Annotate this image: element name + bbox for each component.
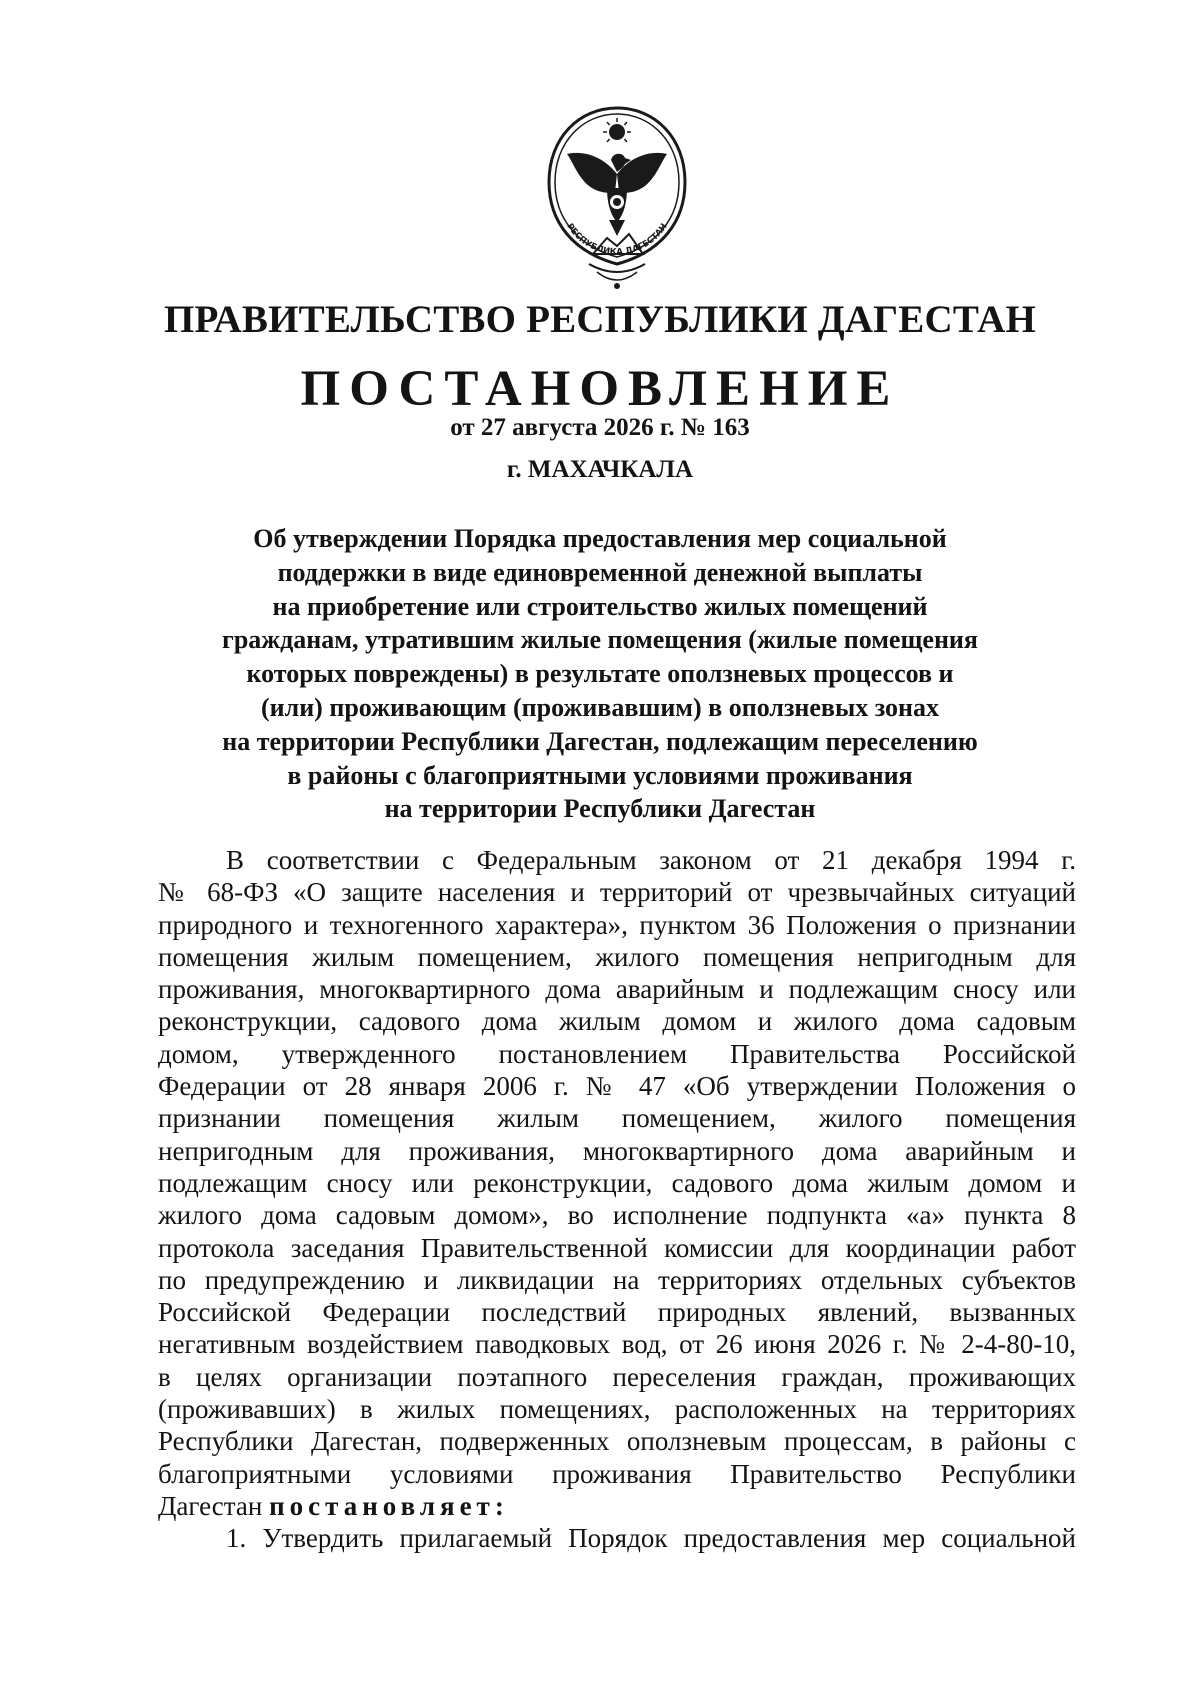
subject-line: которых повреждены) в результате оползневых процессов и [246, 659, 954, 689]
body-line: № 68-ФЗ «О защите населения и территорий от чрезвычайных ситуаций [158, 877, 1076, 908]
body-line: протокола заседания Правительственной комиссии для координации работ [158, 1232, 1076, 1263]
subject-line: на приобретение или строительство жилых помещений [272, 591, 928, 621]
body-line: в целях организации поэтапного переселения граждан, проживающих [158, 1361, 1076, 1392]
subject-line: Об утверждении Порядка предоставления мер социальной [253, 524, 947, 553]
document-date-number: от 27 августа 2026 г. № 163 [450, 414, 750, 441]
item-1-line: 1. Утвердить прилагаемый Порядок предоставления мер социальной [226, 1523, 1076, 1554]
government-title: ПРАВИТЕЛЬСТВО РЕСПУБЛИКИ ДАГЕСТАН [163, 298, 1037, 341]
body-line: по предупреждению и ликвидации на территориях отдельных субъектов [158, 1264, 1076, 1295]
document-body [158, 844, 1076, 1555]
resolution-prefix: Дагестан [158, 1490, 270, 1521]
body-line: признании помещения жилым помещением, жилого помещения [158, 1103, 1076, 1134]
body-line: подлежащим сносу или реконструкции, садового дома жилым домом и [158, 1167, 1076, 1198]
document-subject [150, 522, 1050, 826]
subject-line: в районы с благоприятными условиями проживания [287, 760, 913, 790]
body-line: реконструкции, садового дома жилым домом и жилого дома садовым [158, 1006, 1076, 1037]
document-city: г. МАХАЧКАЛА [506, 456, 694, 483]
body-line: природного и техногенного характера», пунктом 36 Положения о признании [158, 909, 1076, 940]
body-line: благоприятными условиями проживания Правительство Республики [158, 1458, 1076, 1489]
body-line: (проживавших) в жилых помещениях, расположенных на территориях [158, 1394, 1076, 1425]
subject-line: (или) проживающим (проживавшим) в оползневых зонах [260, 692, 940, 722]
resolution-line [158, 1490, 1076, 1522]
body-line: Российской Федерации последствий природных явлений, вызванных [158, 1297, 1076, 1328]
body-line: помещения жилым помещением, жилого помещения непригодным для [158, 941, 1076, 972]
resolution-word: постановляет: [269, 1490, 509, 1521]
subject-line: гражданам, утратившим жилые помещения (жилые помещения [222, 625, 978, 655]
body-line: непригодным для проживания, многоквартирного дома аварийным и [158, 1135, 1076, 1166]
body-line: негативным воздействием паводковых вод, от 26 июня 2026 г. № 2-4-80-10, [158, 1329, 1076, 1360]
body-line: Республики Дагестан, подверженных оползневым процессам, в районы с [158, 1426, 1076, 1457]
coat-of-arms-icon [536, 104, 698, 294]
body-line: домом, утвержденного постановлением Правительства Российской [158, 1038, 1076, 1069]
body-line: Федерации от 28 января 2006 г. № 47 «Об утверждении Положения о [158, 1071, 1076, 1102]
emblem-ring-text: РЕСПУБЛИКА ДАГЕСТАН [564, 221, 670, 258]
subject-line: на территории Республики Дагестан [384, 794, 816, 824]
subject-line: поддержки в виде единовременной денежной выплаты [277, 557, 923, 587]
body-line: В соответствии с Федеральным законом от 21 декабря 1994 г. [226, 845, 1076, 875]
body-line: проживания, многоквартирного дома аварийным и подлежащим сносу или [158, 974, 1076, 1005]
body-line: жилого дома садовым домом», во исполнение подпункта «а» пункта 8 [158, 1200, 1076, 1231]
document-type: ПОСТАНОВЛЕНИЕ [300, 361, 900, 417]
subject-line: на территории Республики Дагестан, подлежащим переселению [222, 726, 978, 756]
